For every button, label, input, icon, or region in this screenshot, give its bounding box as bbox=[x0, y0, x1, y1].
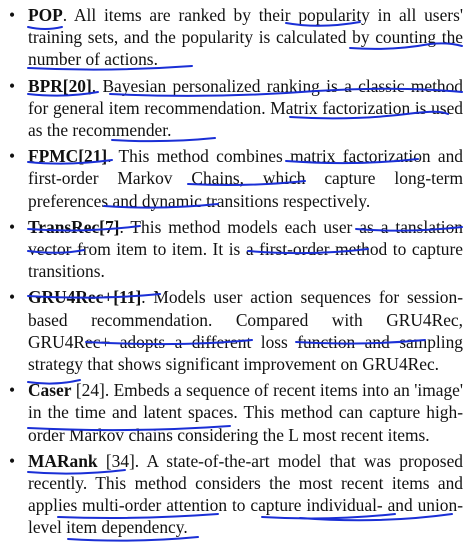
method-name: TransRec[7] bbox=[28, 216, 120, 237]
bullet-icon: • bbox=[9, 450, 16, 471]
method-name: POP bbox=[28, 5, 63, 25]
method-name: GRU4Rec+[11] bbox=[28, 287, 142, 308]
baseline-list bbox=[0, 4, 473, 543]
method-description: . Bayesian personalized ranking is a classic method for general item recommendation. Matrix factorization is used as the recommender. bbox=[28, 75, 463, 141]
bullet-icon: • bbox=[9, 380, 16, 401]
method-name: FPMC[21] bbox=[28, 146, 108, 167]
method-description: . This method combines matrix factorization and first-order Markov Chains, which capture long-term preferences and dynamic transitions respectively. bbox=[28, 146, 463, 211]
method-description: [24]. Embeds a sequence of recent items into an 'image' in the time and latent spaces. This method can capture high-order Markov chains considering the L most recent items. bbox=[28, 380, 463, 445]
method-name: Caser bbox=[28, 380, 72, 401]
method-name: BPR[20] bbox=[28, 75, 92, 96]
list-item-bpr bbox=[0, 75, 473, 142]
list-item-fpmc bbox=[0, 145, 473, 212]
list-item-caser bbox=[0, 379, 473, 446]
bullet-icon: • bbox=[9, 5, 16, 25]
method-name: MARank bbox=[28, 450, 98, 471]
list-item-pop bbox=[0, 4, 473, 71]
bullet-icon: • bbox=[9, 146, 16, 167]
bullet-icon: • bbox=[9, 216, 16, 237]
list-item-transrec bbox=[0, 216, 473, 283]
method-description: . This method models each user as a tanslation vector from item to item. It is a first-order method to capture transitions. bbox=[28, 216, 463, 282]
list-item-marank bbox=[0, 450, 473, 539]
list-item-gru4rec bbox=[0, 286, 473, 375]
method-description: [34]. A state-of-the-art model that was proposed recently. This method considers the most recent items and applies multi-order attention to capture individual- and union-level item dependency. bbox=[28, 450, 463, 538]
bullet-icon: • bbox=[9, 287, 16, 308]
method-description: . All items are ranked by their popularity in all users' training sets, and the popularity is calculated by counting the number of actions. bbox=[28, 5, 463, 70]
bullet-icon: • bbox=[9, 75, 16, 96]
method-description: . Models user action sequences for session-based recommendation. Compared with GRU4Rec, GRU4Rec+ adopts a different loss function and sampling strategy that shows significant improvement on GRU4Rec. bbox=[28, 287, 463, 375]
